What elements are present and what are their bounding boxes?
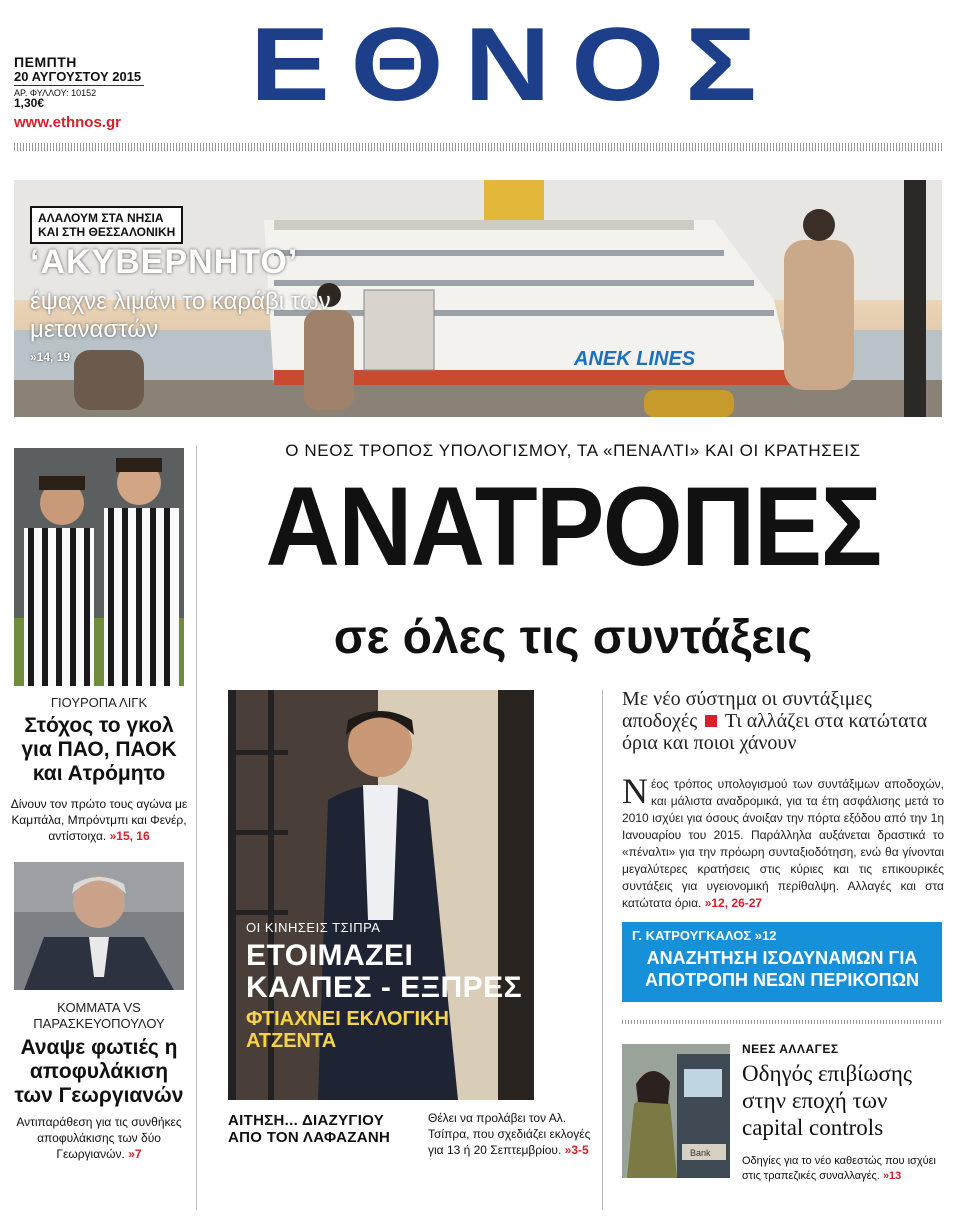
- lafazanis-body: Θέλει να προλάβει τον Αλ. Τσίπρα, που σχεδιάζει εκλογές για 13 ή 20 Σεπτεμβρίου.: [428, 1111, 591, 1157]
- left-column-rule: [196, 445, 197, 1210]
- pension-body: [622, 771, 944, 912]
- right-separator: [622, 1020, 942, 1024]
- football-photo[interactable]: [14, 448, 184, 686]
- minister-illustration: [14, 862, 184, 990]
- tsipras-headline[interactable]: ΕΤΟΙΜΑΖΕΙ ΚΑΛΠΕΣ - ΕΞΠΡΕΣ: [246, 939, 523, 1004]
- hero-subhead: έψαχνε λιμάνι το καράβι των μεταναστών: [30, 288, 331, 343]
- capital-text: [742, 1154, 952, 1184]
- story1-pages: »15, 16: [109, 829, 150, 843]
- hero-pages: »14, 19: [30, 350, 71, 364]
- minister-photo[interactable]: [14, 862, 184, 990]
- tsipras-kicker: ΟΙ ΚΙΝΗΣΕΙΣ ΤΣΙΠΡΑ: [246, 920, 381, 935]
- story1-text: [10, 796, 188, 844]
- newspaper-logo: [250, 7, 780, 123]
- lafazanis-text: [428, 1110, 598, 1158]
- logo-text: ΕΘΝΟΣ: [250, 7, 778, 123]
- hero-label-line1: ΑΛΑΛΟΥΜ ΣΤΑ ΝΗΣΙΑ: [38, 211, 164, 225]
- masthead-rule: [14, 143, 942, 151]
- main-headline[interactable]: ΑΝΑΤΡΟΠΕΣ: [265, 464, 881, 589]
- capital-kicker: ΝΕΕΣ ΑΛΛΑΓΕΣ: [742, 1042, 839, 1056]
- lafazanis-headline[interactable]: ΑΙΤΗΣΗ... ΔΙΑΖΥΓΙΟΥ ΑΠΟ ΤΟΝ ΛΑΦΑΖΑΝΗ: [228, 1112, 391, 1146]
- lafazanis-pages: »3-5: [564, 1143, 589, 1157]
- story2-body: Αντιπαράθεση για τις συνθήκες αποφυλάκισης των δύο Γεωργιανών.: [16, 1115, 182, 1161]
- masthead-url[interactable]: www.ethnos.gr: [14, 114, 121, 131]
- football-illustration: [14, 448, 184, 686]
- masthead-date: 20 ΑΥΓΟΥΣΤΟΥ 2015: [14, 69, 142, 84]
- katrougalos-kicker: Γ. ΚΑΤΡΟΥΓΚΑΛΟΣ »12: [632, 928, 777, 943]
- story2-category: ΚΟΜΜΑΤΑ VS ΠΑΡΑΣΚΕΥΟΠΟΥΛΟΥ: [33, 1000, 165, 1031]
- pension-subhead: [622, 688, 944, 754]
- capital-pages: »13: [882, 1170, 902, 1182]
- story2-pages: »7: [128, 1147, 142, 1161]
- atm-lettering: Bank: [690, 1148, 711, 1158]
- right-column-rule: [602, 690, 603, 1210]
- pension-body-text: έος τρόπος υπολογισμού των συντάξιμων αποδοχών, και μάλιστα αναδρομικά, για τα έτη ασφάλισης μετά το 2010 ισχύει για όσους άνοιξαν την πόρτα εξόδου από την 1η Ιανουαρίου του 2015. Παράλληλα αυξάνεται δραστικά το «πέναλτι» για την πρόωρη συνταξιοδότηση, ενώ θα γίνονται μεγαλύτερες κρατήσεις στις κύριες και τις επικουρικές συντάξεις για υγειονομική περίθαλψη. Αλλαγές και στα κατώτατα όρια.: [622, 777, 944, 910]
- hero-label-line2: ΚΑΙ ΣΤΗ ΘΕΣΣΑΛΟΝΙΚΗ: [38, 225, 176, 239]
- masthead-price: 1,30€: [14, 96, 45, 110]
- tsipras-subhead: ΦΤΙΑΧΝΕΙ ΕΚΛΟΓΙΚΗ ΑΤΖΕΝΤΑ: [246, 1008, 449, 1052]
- atm-illustration: [622, 1044, 730, 1178]
- hero-label: [30, 206, 183, 244]
- capital-body: Οδηγίες για το νέο καθεστώς που ισχύει στις τραπεζικές συναλλαγές.: [742, 1155, 936, 1182]
- ship-lettering: ANEK LINES: [574, 348, 696, 370]
- atm-photo[interactable]: [622, 1044, 730, 1178]
- story2-headline[interactable]: Αναψε φωτιές η απoφυλάκιση των Γεωργιανών: [14, 1036, 184, 1107]
- capital-headline[interactable]: Οδηγός επιβίωσης στην εποχή των capital controls: [742, 1061, 913, 1140]
- masthead-issue: ΑΡ. ΦΥΛΛΟΥ: 10152: [14, 85, 144, 98]
- pension-subhead-b: Τι αλλάζει στα κατώτατα όρια και ποιοι χάνουν: [622, 710, 928, 754]
- story2-text: [10, 1114, 188, 1162]
- main-subhead: σε όλες τις συντάξεις: [333, 611, 813, 664]
- story1-category: ΓΙΟΥΡΟΠΑ ΛΙΓΚ: [50, 695, 148, 710]
- pension-pages: »12, 26-27: [704, 896, 763, 910]
- red-square-bullet: [705, 715, 717, 727]
- pension-subhead-a: Με νέο σύστημα οι συντάξιμες αποδοχές: [622, 688, 872, 732]
- hero-headline[interactable]: ‘ΑΚΥΒΕΡΝΗΤΟ’: [30, 243, 299, 281]
- masthead-day: ΠΕΜΠΤΗ: [14, 54, 77, 70]
- story1-body: Δίνουν τον πρώτο τους αγώνα με Καμπάλα, Μπρόντμπι και Φενέρ, αντίστοιχα.: [10, 797, 188, 843]
- story1-headline[interactable]: Στόχος το γκολ για ΠΑΟ, ΠΑΟΚ και Ατρόμητο: [21, 714, 177, 785]
- katrougalos-headline[interactable]: ΑΝΑΖΗΤΗΣΗ ΙΣΟΔΥΝΑΜΩΝ ΓΙΑ ΑΠΟΤΡΟΠΗ ΝΕΩΝ ΠΕΡΙΚΟΠΩΝ: [644, 948, 920, 990]
- dropcap: Ν: [622, 771, 648, 811]
- main-kicker: Ο ΝΕΟΣ ΤΡΟΠΟΣ ΥΠΟΛΟΓΙΣΜΟΥ, ΤΑ «ΠΕΝΑΛΤΙ» ΚΑΙ ΟΙ ΚΡΑΤΗΣΕΙΣ: [285, 441, 861, 460]
